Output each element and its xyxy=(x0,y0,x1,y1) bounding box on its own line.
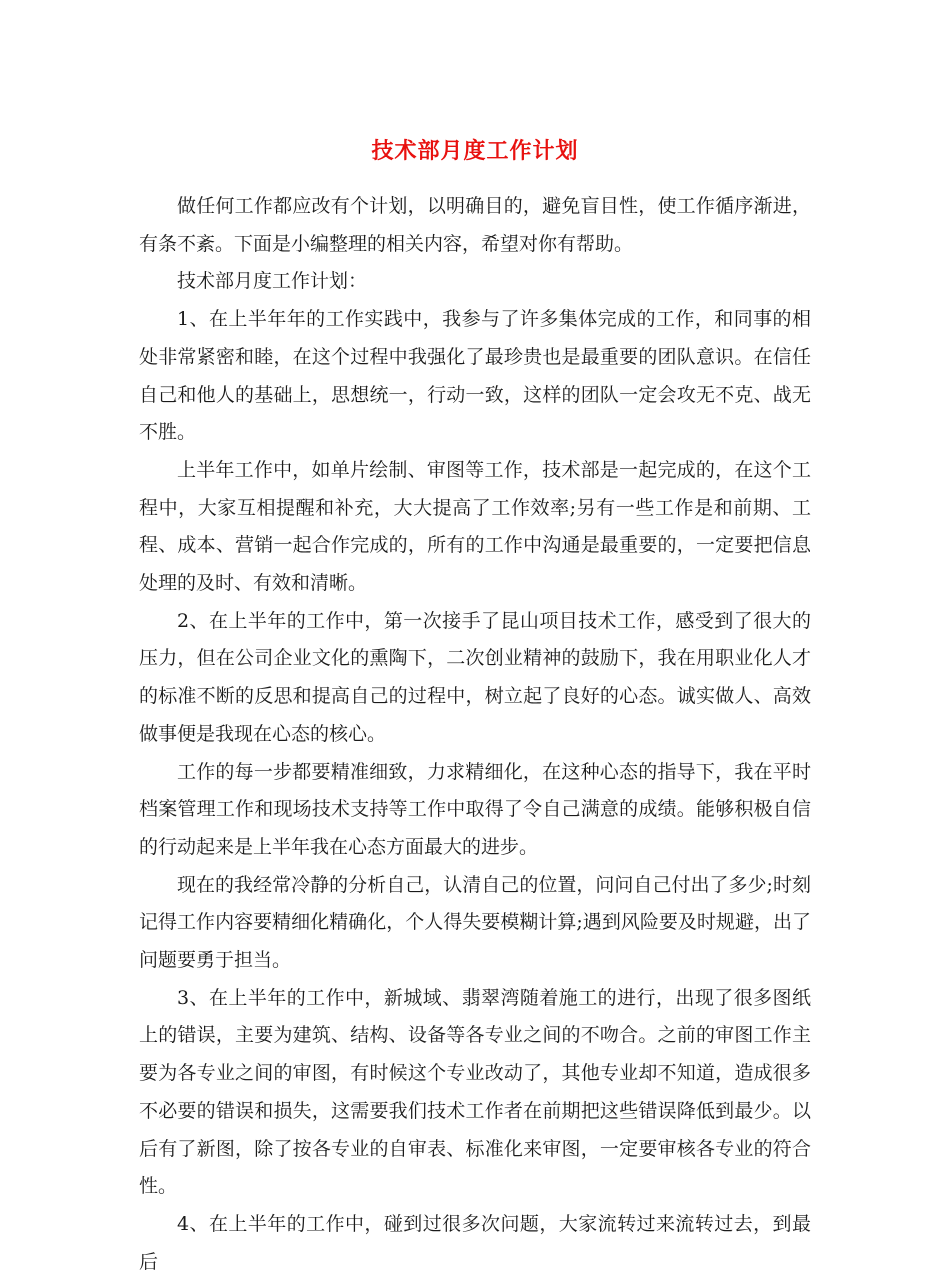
paragraph-item-1-continued: 上半年工作中，如单片绘制、审图等工作，技术部是一起完成的，在这个工程中，大家互相提醒和补充，大大提高了工作效率;另有一些工作是和前期、工程、成本、营销一起合作完成的，所有的工作中沟通是最重要的，一定要把信息处理的及时、有效和清晰。 xyxy=(139,458,811,595)
paragraph-intro: 做任何工作都应改有个计划，以明确目的，避免盲目性，使工作循序渐进，有条不紊。下面是小编整理的相关内容，希望对你有帮助。 xyxy=(139,195,811,255)
paragraph-item-2: 2、在上半年的工作中，第一次接手了昆山项目技术工作，感受到了很大的压力，但在公司企业文化的熏陶下，二次创业精神的鼓励下，我在用职业化人才的标准不断的反思和提高自己的过程中，树立起了良好的心态。诚实做人、高效做事便是我现在心态的核心。 xyxy=(139,609,811,745)
document-title: 技术部月度工作计划 xyxy=(371,137,579,164)
paragraph-item-4: 4、在上半年的工作中，碰到过很多次问题，大家流转过来流转过去，到最后 xyxy=(139,1212,811,1273)
document-body xyxy=(139,188,811,1281)
paragraph-item-1: 1、在上半年年的工作实践中，我参与了许多集体完成的工作，和同事的相处非常紧密和睦，在这个过程中我强化了最珍贵也是最重要的团队意识。在信任自己和他人的基础上，思想统一，行动一致，这样的团队一定会攻无不克、战无不胜。 xyxy=(139,308,811,444)
paragraph-heading: 技术部月度工作计划： xyxy=(177,270,368,293)
paragraph-item-2-reflection: 现在的我经常冷静的分析自己，认清自己的位置，问问自己付出了多少;时刻记得工作内容要精细化精确化，个人得失要模糊计算;遇到风险要及时规避，出了问题要勇于担当。 xyxy=(139,873,811,972)
paragraph-item-3: 3、在上半年的工作中，新城域、翡翠湾随着施工的进行，出现了很多图纸上的错误，主要为建筑、结构、设备等各专业之间的不吻合。之前的审图工作主要为各专业之间的审图，有时候这个专业改动了，其他专业却不知道，造成很多不必要的错误和损失，这需要我们技术工作者在前期把这些错误降低到最少。以后有了新图，除了按各专业的自审表、标准化来审图，一定要审核各专业的符合性。 xyxy=(139,986,811,1198)
paragraph-item-2-attitude: 工作的每一步都要精准细致，力求精细化，在这种心态的指导下，我在平时档案管理工作和现场技术支持等工作中取得了令自己满意的成绩。能够积极自信的行动起来是上半年我在心态方面最大的进步。 xyxy=(139,760,811,858)
